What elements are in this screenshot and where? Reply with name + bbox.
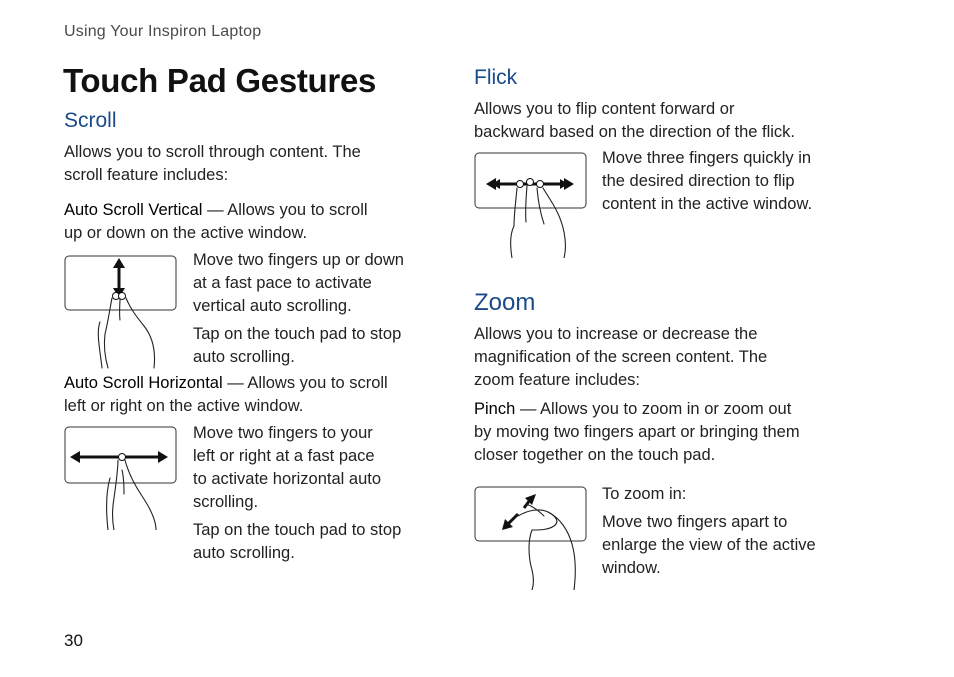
page-number: 30 (64, 631, 83, 650)
horizontal-step-2-line: Tap on the touch pad to stop (193, 521, 402, 539)
horizontal-step-1-line: Move two fingers to your (193, 424, 373, 442)
vertical-step-2 (193, 323, 401, 369)
pinch-desc-text: — Allows you to zoom in or zoom out (515, 400, 792, 418)
zoom-in-step (602, 511, 816, 580)
vertical-step-1 (193, 249, 404, 318)
auto-scroll-vertical-desc-text: — Allows you to scroll (202, 201, 368, 219)
zoom-intro (474, 323, 767, 392)
zoom-in-step-line: enlarge the view of the active (602, 536, 816, 554)
scroll-intro-line-2: scroll feature includes: (64, 166, 229, 184)
flick-illustration (474, 152, 589, 258)
horizontal-scroll-illustration (64, 426, 179, 530)
auto-scroll-horizontal-desc-line-2: left or right on the active window. (64, 397, 304, 415)
zoom-intro-line: Allows you to increase or decrease the (474, 325, 758, 343)
vertical-step-1-line: Move two fingers up or down (193, 251, 404, 269)
auto-scroll-horizontal-desc-text: — Allows you to scroll (222, 374, 388, 392)
auto-scroll-vertical-desc-line-1 (64, 199, 368, 222)
flick-heading: Flick (474, 66, 518, 89)
pinch-term: Pinch (474, 400, 516, 418)
scroll-heading: Scroll (64, 109, 117, 132)
zoom-in-label: To zoom in: (602, 485, 687, 503)
horizontal-step-1 (193, 422, 381, 514)
scroll-intro-line-1: Allows you to scroll through content. The (64, 143, 361, 161)
flick-step-line: the desired direction to flip (602, 172, 795, 190)
pinch-desc-line-1 (474, 398, 791, 421)
flick-step-line: content in the active window. (602, 195, 813, 213)
zoom-in-illustration (474, 486, 589, 590)
vertical-step-1-line: at a fast pace to activate (193, 274, 372, 292)
page-title: Touch Pad Gestures (63, 62, 377, 99)
auto-scroll-horizontal-desc-line-1 (64, 372, 388, 395)
horizontal-step-1-line: to activate horizontal auto (193, 470, 382, 488)
vertical-step-2-line: Tap on the touch pad to stop (193, 325, 402, 343)
flick-intro-line-1: Allows you to flip content forward or (474, 100, 735, 118)
flick-intro-line-2: backward based on the direction of the flick. (474, 123, 796, 141)
auto-scroll-horizontal-term: Auto Scroll Horizontal (64, 374, 223, 392)
auto-scroll-vertical-desc-line-2: up or down on the active window. (64, 224, 308, 242)
zoom-in-step-line: window. (602, 559, 661, 577)
horizontal-step-1-line: left or right at a fast pace (193, 447, 375, 465)
pinch-desc-line-3: closer together on the touch pad. (474, 446, 716, 464)
zoom-intro-line: zoom feature includes: (474, 371, 641, 389)
vertical-scroll-illustration (64, 254, 179, 372)
horizontal-step-2-line: auto scrolling. (193, 544, 295, 562)
vertical-step-2-line: auto scrolling. (193, 348, 295, 366)
horizontal-step-1-line: scrolling. (193, 493, 259, 511)
zoom-heading: Zoom (474, 289, 536, 316)
zoom-intro-line: magnification of the screen content. The (474, 348, 768, 366)
flick-step (602, 147, 812, 216)
running-head: Using Your Inspiron Laptop (64, 23, 262, 40)
pinch-desc-line-2: by moving two fingers apart or bringing them (474, 423, 800, 441)
auto-scroll-vertical-term: Auto Scroll Vertical (64, 201, 203, 219)
vertical-step-1-line: vertical auto scrolling. (193, 297, 352, 315)
horizontal-step-2 (193, 519, 401, 565)
zoom-in-step-line: Move two fingers apart to (602, 513, 788, 531)
flick-step-line: Move three fingers quickly in (602, 149, 812, 167)
